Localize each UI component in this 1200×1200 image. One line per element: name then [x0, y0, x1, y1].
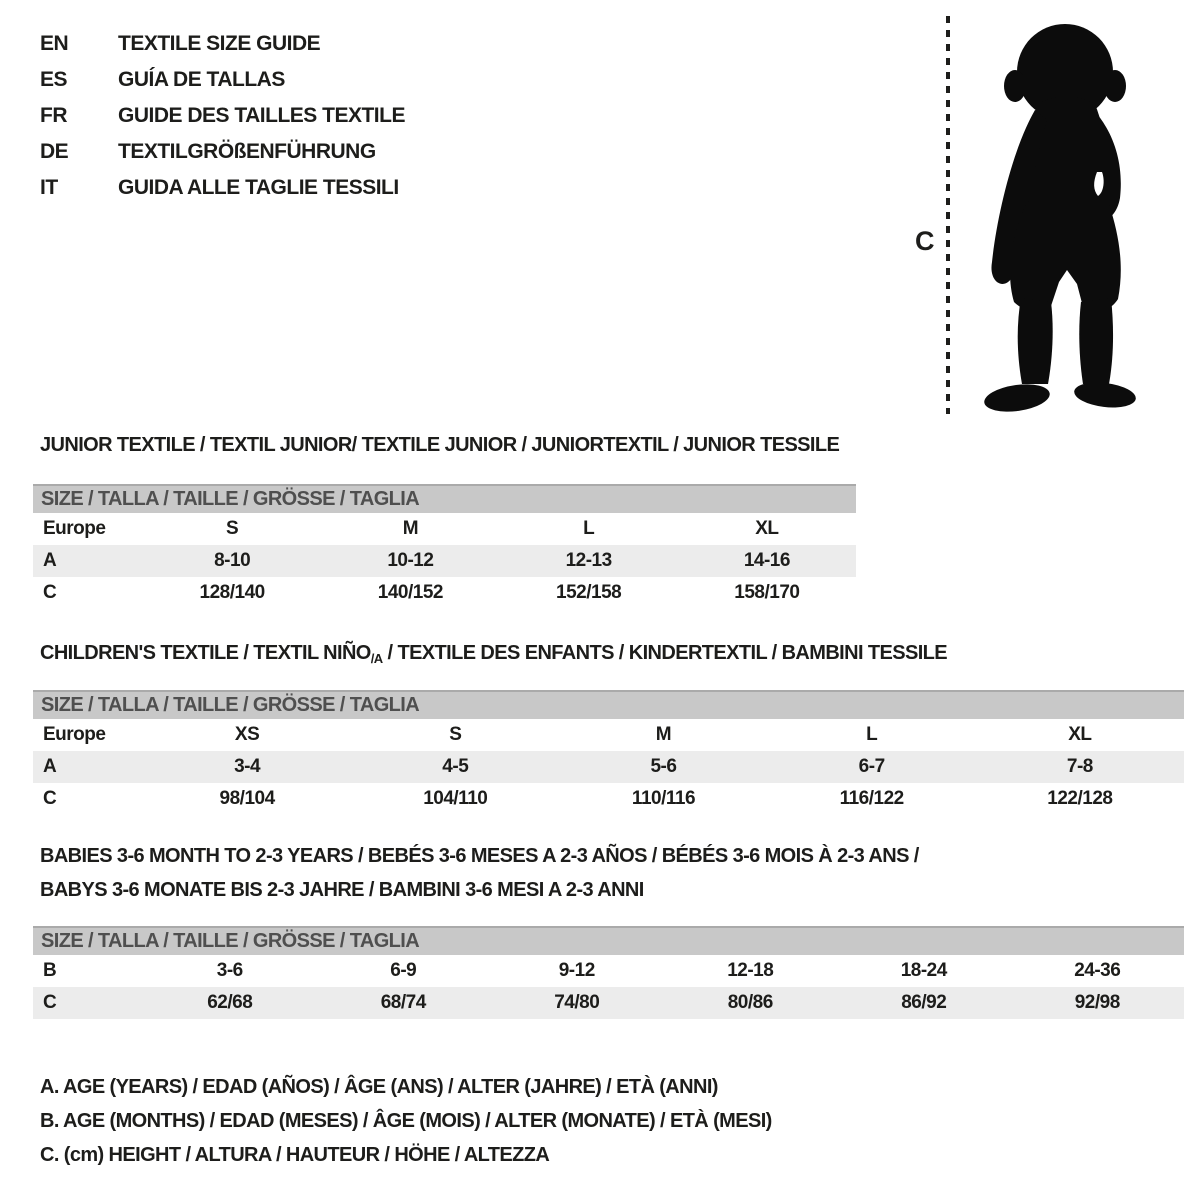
language-row: [40, 62, 405, 98]
baby-silhouette: [983, 24, 1138, 415]
language-row: [40, 26, 405, 62]
legend: [40, 1070, 772, 1172]
age-cell: 5-6: [559, 751, 767, 783]
height-cell: 98/104: [219, 788, 275, 809]
size-header-label: SIZE / TALLA / TAILLE / GRÖSSE / TAGLIA: [33, 485, 856, 513]
height-cm-row: [33, 577, 856, 609]
size-cell: XL: [755, 518, 779, 539]
height-cell: 74/80: [490, 987, 664, 1019]
age-months-row: [33, 955, 1184, 987]
height-cell: 158/170: [734, 582, 800, 603]
language-label: GUIDA ALLE TAGLIE TESSILI: [118, 176, 399, 199]
legend-line-a: A. AGE (YEARS) / EDAD (AÑOS) / ÂGE (ANS) / ALTER (JAHRE) / ETÀ (ANNI): [40, 1075, 718, 1098]
height-cell: 104/110: [423, 788, 488, 809]
children-section-title: [40, 642, 947, 666]
language-label: GUÍA DE TALLAS: [118, 68, 285, 91]
europe-sizes-row: [33, 719, 1184, 751]
baby-silhouette-graphic: [893, 10, 1155, 422]
height-cell: 122/128: [1047, 788, 1113, 809]
height-cm-row: [33, 987, 1184, 1019]
size-cell: XL: [1068, 724, 1092, 745]
height-cell: 152/158: [556, 582, 622, 603]
legend-line-c: C. (cm) HEIGHT / ALTURA / HAUTEUR / HÖHE / ALTEZZA: [40, 1143, 550, 1166]
age-cell: 4-5: [351, 751, 559, 783]
row-label-cell: C: [33, 987, 143, 1019]
age-cell: 6-9: [390, 960, 417, 981]
height-cell: 80/86: [664, 987, 838, 1019]
children-title-prefix: CHILDREN'S TEXTILE / TEXTIL NIÑO: [40, 642, 371, 664]
language-label: TEXTILGRÖßENFÜHRUNG: [118, 140, 376, 163]
language-row: [40, 134, 405, 170]
children-title-suffix: / TEXTILE DES ENFANTS / KINDERTEXTIL / BAMBINI TESSILE: [382, 642, 948, 664]
language-code: DE: [40, 140, 69, 163]
size-cell: L: [583, 518, 595, 539]
height-cell: 92/98: [1011, 987, 1185, 1019]
height-cell: 128/140: [199, 582, 265, 603]
babies-section-title-line2: BABYS 3-6 MONATE BIS 2-3 JAHRE / BAMBINI 3-6 MESI A 2-3 ANNI: [40, 879, 644, 901]
language-code: ES: [40, 68, 68, 91]
legend-line-b: B. AGE (MONTHS) / EDAD (MESES) / ÂGE (MOIS) / ALTER (MONATE) / ETÀ (MESI): [40, 1109, 772, 1132]
language-header: [40, 26, 405, 206]
language-row: [40, 98, 405, 134]
height-measure-label: C: [915, 226, 935, 256]
babies-section-title-line1: BABIES 3-6 MONTH TO 2-3 YEARS / BEBÉS 3-6 MESES A 2-3 AÑOS / BÉBÉS 3-6 MOIS À 2-3 ANS /: [40, 845, 919, 867]
size-cell: M: [402, 518, 419, 539]
language-code: FR: [40, 104, 67, 127]
age-cell: 9-12: [558, 960, 595, 981]
height-cm-row: [33, 783, 1184, 815]
size-header-row: [33, 927, 1184, 955]
row-label-cell: A: [33, 545, 143, 577]
language-row: [40, 170, 405, 206]
height-cell: 62/68: [143, 987, 317, 1019]
height-cell: 140/152: [377, 582, 443, 603]
babies-size-table: [33, 926, 1184, 1019]
height-cell: 86/92: [837, 987, 1011, 1019]
age-cell: 8-10: [143, 545, 321, 577]
age-cell: 3-6: [216, 960, 243, 981]
junior-size-table: [33, 484, 856, 609]
size-header-label: SIZE / TALLA / TAILLE / GRÖSSE / TAGLIA: [33, 927, 1184, 955]
europe-sizes-row: [33, 513, 856, 545]
height-cell: 116/122: [839, 788, 904, 809]
row-label-cell: C: [43, 582, 57, 603]
size-cell: L: [866, 724, 878, 745]
size-guide-figure: [893, 10, 1155, 422]
children-size-table: [33, 690, 1184, 815]
age-cell: 24-36: [1074, 960, 1121, 981]
age-cell: 7-8: [976, 751, 1184, 783]
row-label-cell: A: [33, 751, 143, 783]
age-cell: 6-7: [768, 751, 976, 783]
size-cell: M: [655, 724, 672, 745]
size-header-label: SIZE / TALLA / TAILLE / GRÖSSE / TAGLIA: [33, 691, 1184, 719]
language-code: EN: [40, 32, 69, 55]
age-cell: 18-24: [900, 960, 947, 981]
language-code: IT: [40, 176, 58, 199]
language-label: GUIDE DES TAILLES TEXTILE: [118, 104, 405, 127]
age-years-row: [33, 545, 856, 577]
height-cell: 68/74: [317, 987, 491, 1019]
size-header-row: [33, 691, 1184, 719]
size-cell: S: [226, 518, 239, 539]
age-cell: 14-16: [678, 545, 856, 577]
junior-section-title: JUNIOR TEXTILE / TEXTIL JUNIOR/ TEXTILE JUNIOR / JUNIORTEXTIL / JUNIOR TESSILE: [40, 434, 840, 456]
age-cell: 3-4: [143, 751, 351, 783]
row-label-cell: B: [43, 960, 57, 981]
row-label-cell: C: [43, 788, 57, 809]
height-cell: 110/116: [631, 788, 696, 809]
children-title-subscript: /A: [370, 651, 383, 666]
language-label: TEXTILE SIZE GUIDE: [118, 32, 321, 55]
age-years-row: [33, 751, 1184, 783]
age-cell: 12-13: [500, 545, 678, 577]
size-cell: S: [449, 724, 462, 745]
age-cell: 10-12: [321, 545, 499, 577]
size-header-row: [33, 485, 856, 513]
size-cell: XS: [234, 724, 260, 745]
row-label-cell: Europe: [43, 518, 106, 539]
row-label-cell: Europe: [43, 724, 106, 745]
age-cell: 12-18: [727, 960, 774, 981]
